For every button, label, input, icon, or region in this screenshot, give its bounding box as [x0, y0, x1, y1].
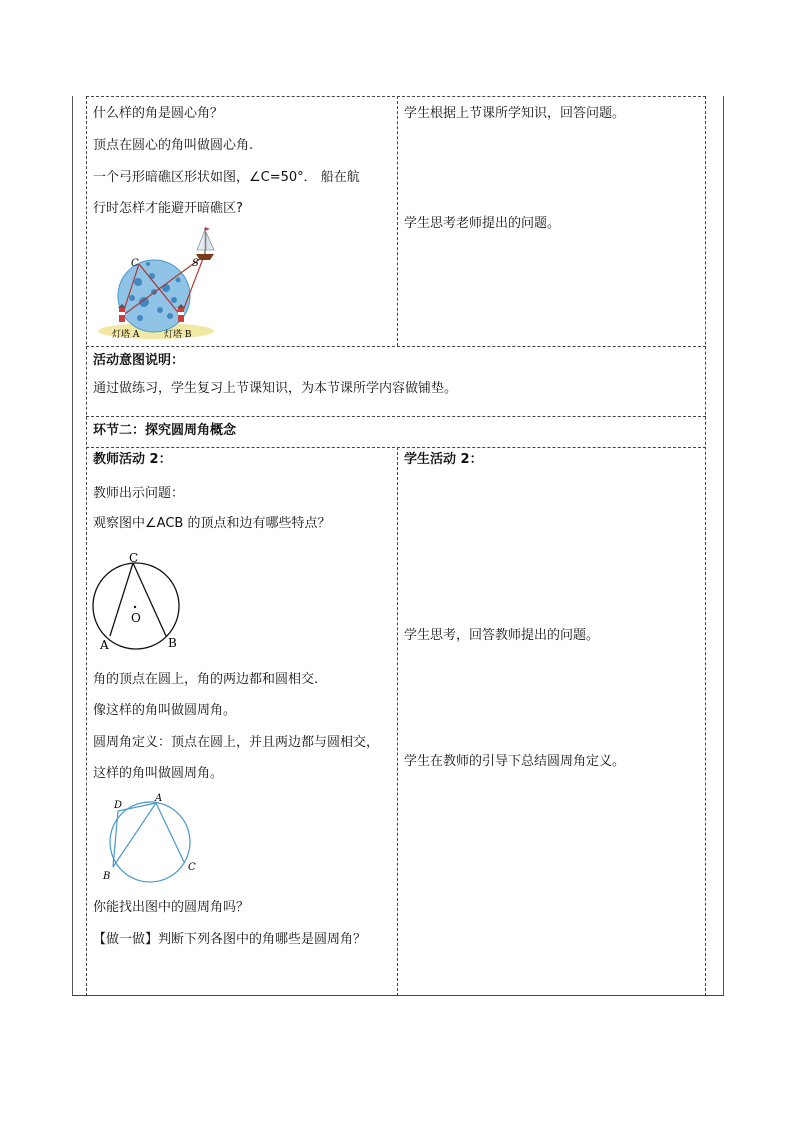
- student-summarize-definition: 学生在教师的引导下总结圆周角定义。: [404, 754, 626, 769]
- fig1-label-o: O: [131, 611, 141, 625]
- row-divider-1: [86, 346, 706, 347]
- chord-cb: [133, 563, 166, 636]
- center-point: [134, 606, 136, 608]
- reef-figure: [94, 224, 220, 342]
- teacher-question-intro: 教师出示问题：: [93, 486, 185, 501]
- row-divider-3: [86, 447, 706, 448]
- table-bottom-border: [72, 995, 724, 996]
- student-answer-question: 学生根据上节课所学知识，回答问题。: [404, 106, 626, 121]
- do-it-exercise: 【做一做】判断下列各图中的角哪些是圆周角？: [93, 932, 367, 947]
- fig2-label-d: D: [114, 800, 123, 811]
- intent-text: 通过做练习，学生复习上节课知识，为本节课所学内容做铺垫。: [93, 381, 458, 396]
- inscribed-angle-definition-1: 圆周角定义：顶点在圆上，并且两边都与圆相交，: [93, 735, 380, 750]
- table-top-border: [86, 96, 706, 97]
- fig1-label-c: C: [129, 551, 139, 565]
- chord-ab: [113, 803, 156, 867]
- question-central-angle: 什么样的角是圆心角？: [93, 106, 224, 121]
- student-think-question: 学生思考老师提出的问题。: [404, 216, 561, 231]
- inscribed-angle-naming: 像这样的角叫做圆周角。: [93, 703, 237, 718]
- row-divider-2: [86, 416, 706, 417]
- fig2-label-c: C: [188, 862, 196, 873]
- student-activity-title: 学生活动 2：: [404, 452, 483, 467]
- table-inner-right-border: [705, 96, 706, 996]
- table-outer-right-border: [723, 96, 724, 996]
- reef-problem-line-1: 一个弓形暗礁区形状如图，∠C=50°． 船在航: [93, 170, 360, 185]
- reef-label-c: C: [131, 258, 139, 269]
- teacher-activity-title: 教师活动 2：: [93, 452, 172, 467]
- circle-dabc: [110, 802, 190, 882]
- column-divider-1: [397, 96, 398, 346]
- circle-figure-acb: [88, 548, 188, 652]
- central-angle-definition: 顶点在圆心的角叫做圆心角.: [93, 138, 254, 153]
- table-outer-left-border: [72, 96, 73, 996]
- observation-vertex-on-circle: 角的顶点在圆上，角的两边都和圆相交.: [93, 672, 319, 687]
- circle-acb: [93, 563, 179, 649]
- reef-label-s: S: [192, 258, 199, 269]
- lighthouse-b-label: 灯塔 B: [164, 330, 192, 340]
- student-think-answer: 学生思考，回答教师提出的问题。: [404, 628, 600, 643]
- chord-ca: [110, 563, 133, 636]
- chord-ac: [156, 803, 184, 862]
- table-inner-left-border: [86, 96, 87, 996]
- fig1-label-b: B: [168, 636, 177, 650]
- chord-db: [113, 811, 118, 867]
- find-inscribed-angles-question: 你能找出图中的圆周角吗？: [93, 900, 250, 915]
- teacher-question-acb: 观察图中∠ACB 的顶点和边有哪些特点？: [93, 516, 331, 531]
- column-divider-2: [397, 447, 398, 996]
- fig2-label-b: B: [103, 871, 111, 882]
- reef-problem-line-2: 行时怎样才能避开暗礁区?: [93, 201, 243, 216]
- lighthouse-a-label: 灯塔 A: [112, 330, 140, 340]
- inscribed-angle-definition-2: 这样的角叫做圆周角。: [93, 766, 224, 781]
- section2-title: 环节二：探究圆周角概念: [93, 423, 237, 438]
- intent-title: 活动意图说明：: [93, 353, 185, 368]
- circle-figure-dabc: [98, 792, 204, 884]
- sailboat-icon: [196, 227, 214, 260]
- fig1-label-a: A: [100, 638, 109, 652]
- fig2-label-a: A: [155, 793, 163, 804]
